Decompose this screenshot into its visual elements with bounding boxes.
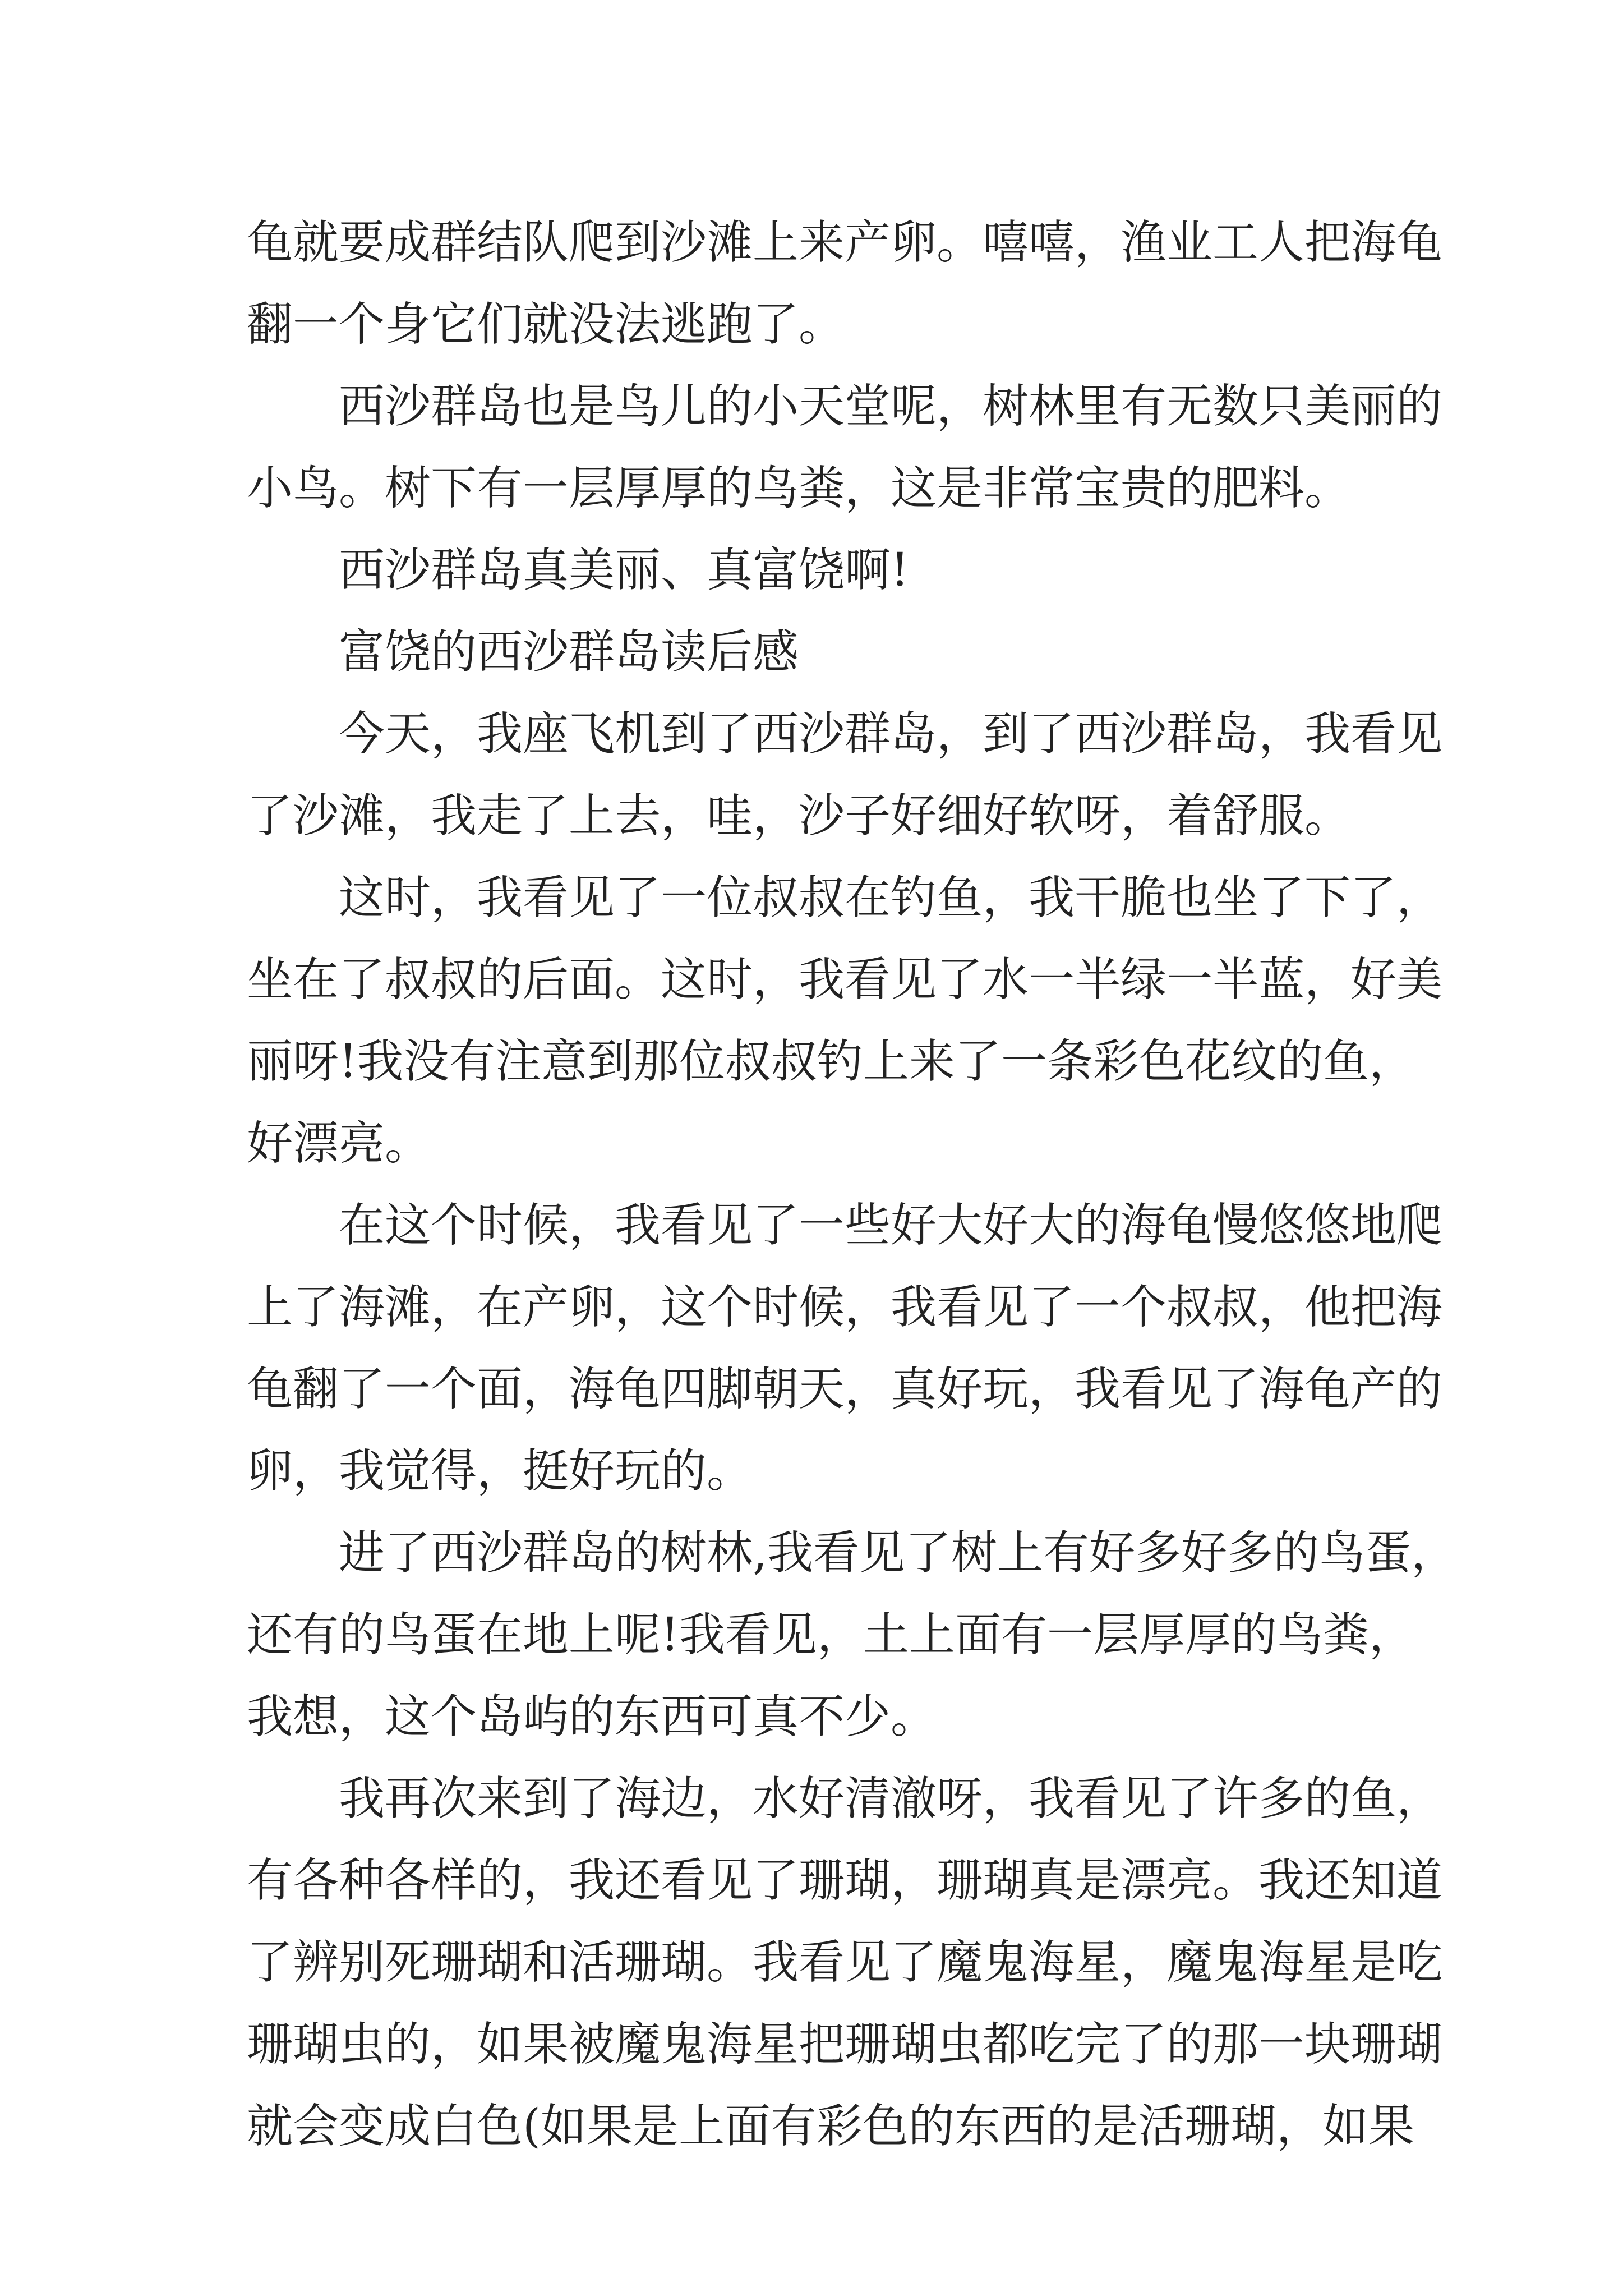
text-line: 我想，这个岛屿的东西可真不少。: [247, 1690, 937, 1743]
text-line: 西沙群岛真美丽、真富饶啊!: [339, 544, 909, 597]
text-line: 坐在了叔叔的后面。这时，我看见了水一半绿一半蓝，好美: [247, 953, 1443, 1006]
text-line: 龟就要成群结队爬到沙滩上来产卵。嘻嘻，渔业工人把海龟: [247, 216, 1443, 269]
text-line: 了沙滩，我走了上去，哇，沙子好细好软呀，着舒服。: [247, 789, 1351, 843]
text-line: 就会变成白色(如果是上面有彩色的东西的是活珊瑚，如果: [247, 2100, 1414, 2153]
text-line: 翻一个身它们就没法逃跑了。: [247, 298, 845, 351]
text-line: 丽呀!我没有注意到那位叔叔钓上来了一条彩色花纹的鱼，: [247, 1035, 1415, 1088]
section-title: 富饶的西沙群岛读后感: [339, 625, 799, 679]
text-line: 我再次来到了海边，水好清澈呀，我看见了许多的鱼，: [339, 1772, 1443, 1825]
text-line: 上了海滩，在产卵，这个时候，我看见了一个叔叔，他把海: [247, 1281, 1443, 1334]
text-line: 好漂亮。: [247, 1117, 431, 1170]
text-line: 有各种各样的，我还看见了珊瑚，珊瑚真是漂亮。我还知道: [247, 1854, 1443, 1907]
text-line: 龟翻了一个面，海龟四脚朝天，真好玩，我看见了海龟产的: [247, 1363, 1443, 1416]
body-text: [247, 202, 1458, 2168]
text-line: 在这个时候，我看见了一些好大好大的海龟慢悠悠地爬: [339, 1199, 1443, 1252]
text-line: 小鸟。树下有一层厚厚的鸟粪，这是非常宝贵的肥料。: [247, 462, 1351, 515]
text-line: 进了西沙群岛的树林,我看见了树上有好多好多的鸟蛋，: [339, 1526, 1458, 1580]
text-line: 今天，我座飞机到了西沙群岛，到了西沙群岛，我看见: [339, 707, 1443, 761]
text-line: 了辨别死珊瑚和活珊瑚。我看见了魔鬼海星，魔鬼海星是吃: [247, 1936, 1443, 1989]
text-line: 西沙群岛也是鸟儿的小天堂呢，树林里有无数只美丽的: [339, 380, 1443, 433]
text-line: 卵，我觉得，挺好玩的。: [247, 1444, 753, 1498]
text-line: 珊瑚虫的，如果被魔鬼海星把珊瑚虫都吃完了的那一块珊瑚: [247, 2018, 1443, 2071]
text-line: 还有的鸟蛋在地上呢!我看见，土上面有一层厚厚的鸟粪，: [247, 1608, 1415, 1662]
text-line: 这时，我看见了一位叔叔在钓鱼，我干脆也坐了下了，: [339, 871, 1443, 924]
